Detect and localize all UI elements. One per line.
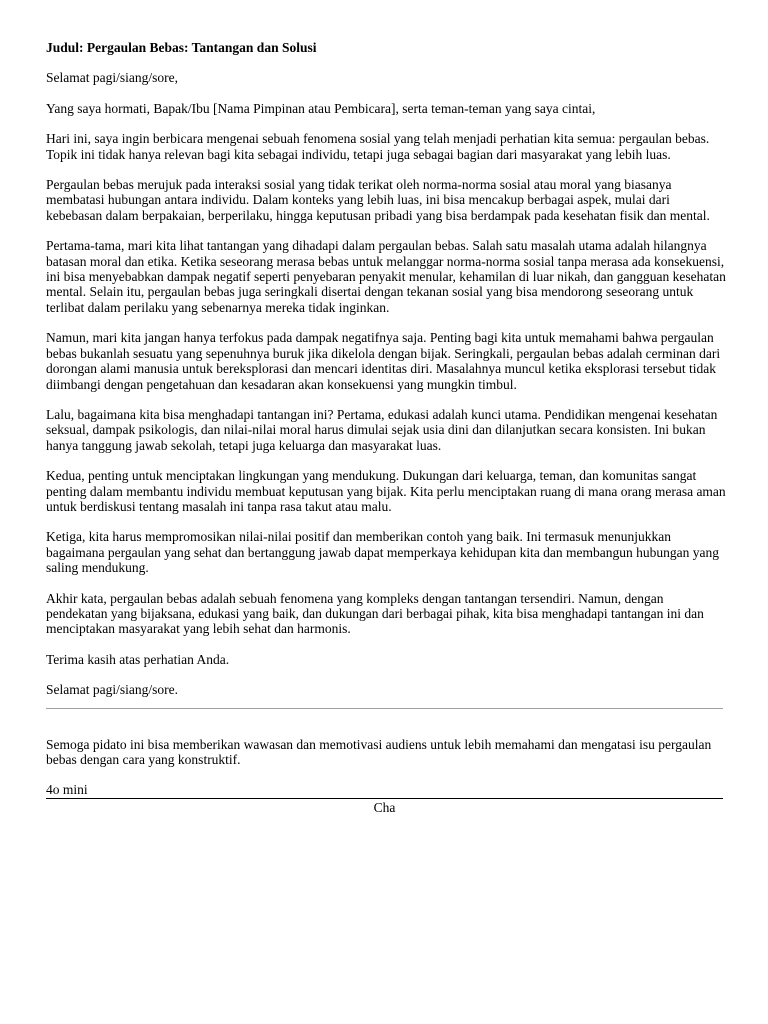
closing-note: Semoga pidato ini bisa memberikan wawasan dan memotivasi audiens untuk lebih memahami dan mengatasi isu pergaulan bebas dengan cara yang konstruktif.: [46, 736, 712, 767]
footer-divider: [46, 798, 723, 799]
body-paragraph: Ketiga, kita harus mempromosikan nilai-nilai positif dan memberikan contoh yang baik. Ini termasuk menunjukkan bagaimana pergaulan yang sehat dan bertanggung jawab dapat memperkaya kehidupan kita dan membangun hubungan yang saling mendukung.: [46, 529, 720, 576]
body-paragraph: Namun, mari kita jangan hanya terfokus pada dampak negatifnya saja. Penting bagi kita untuk memahami bahwa pergaulan bebas bukanlah sesuatu yang sepenuhnya buruk jika dikelola dengan bijak. Seringkali, pergaulan bebas adalah cerminan dari dorongan alami manusia untuk bereksplorasi dan mencari identitas diri. Masalahnya muncul ketika eksplorasi tersebut tidak diimbangi dengan pengetahuan dan kesadaran akan konsekuensi yang mungkin timbul.: [46, 330, 721, 392]
document-page: [46, 40, 726, 815]
body-paragraph: Hari ini, saya ingin berbicara mengenai sebuah fenomena sosial yang telah menjadi perhatian kita semua: pergaulan bebas. Topik ini tidak hanya relevan bagi kita sebagai individu, tetapi juga sebagai bagian dari masyarakat yang lebih luas.: [46, 131, 710, 162]
conclusion-paragraph: Akhir kata, pergaulan bebas adalah sebuah fenomena yang kompleks dengan tantangan tersendiri. Namun, dengan pendekatan yang bijaksana, edukasi yang baik, dan dukungan dari berbagai pihak, kita bisa menghadapi tantangan ini dan menciptakan masyarakat yang lebih sehat dan harmonis.: [46, 590, 704, 637]
greeting-paragraph: Selamat pagi/siang/sore,: [46, 70, 178, 86]
body-paragraph: Pertama-tama, mari kita lihat tantangan yang dihadapi dalam pergaulan bebas. Salah satu masalah utama adalah hilangnya batasan moral dan etika. Ketika seseorang merasa bebas untuk melanggar norma-norma sosial tanpa merasa ada konsekuensi, ini bisa menyebabkan dampak negatif seperti penyebaran penyakit menular, kehamilan di luar nikah, dan gangguan kesehatan mental. Selain itu, pergaulan bebas juga seringkali disertai dengan tekanan sosial yang bisa mendorong seseorang untuk terlibat dalam perilaku yang sebenarnya mereka tidak inginkan.: [46, 238, 726, 315]
body-paragraph: Pergaulan bebas merujuk pada interaksi sosial yang tidak terikat oleh norma-norma sosial atau moral yang biasanya membatasi hubungan antara individu. Dalam konteks yang lebih luas, ini bisa mencakup berbagai aspek, mulai dari kebebasan dalam berpakaian, berperilaku, hingga keputusan pribadi yang bisa berdampak pada kesehatan fisik dan mental.: [46, 177, 710, 223]
body-paragraph: Kedua, penting untuk menciptakan lingkungan yang mendukung. Dukungan dari keluarga, teman, dan komunitas sangat penting dalam membantu individu membuat keputusan yang bijak. Kita perlu menciptakan ruang di mana orang merasa aman untuk berdiskusi tentang masalah ini tanpa rasa takut atau malu.: [46, 468, 726, 514]
farewell-paragraph: Selamat pagi/siang/sore.: [46, 682, 178, 698]
document-title: Judul: Pergaulan Bebas: Tantangan dan Solusi: [46, 40, 317, 55]
salutation-paragraph: Yang saya hormati, Bapak/Ibu [Nama Pimpinan atau Pembicara], serta teman-teman yang saya cintai,: [46, 100, 596, 116]
body-paragraph: Lalu, bagaimana kita bisa menghadapi tantangan ini? Pertama, edukasi adalah kunci utama. Pendidikan mengenai kesehatan seksual, dampak psikologis, dan nilai-nilai moral harus dimulai sejak usia dini dan dilanjutkan secara konsisten. Ini bukan hanya tanggung jawab sekolah, tetapi juga keluarga dan masyarakat luas.: [46, 406, 718, 453]
model-label: 4o mini: [46, 782, 88, 798]
thanks-paragraph: Terima kasih atas perhatian Anda.: [46, 651, 230, 667]
section-divider: [46, 708, 723, 709]
footer-fragment: Cha: [373, 799, 396, 815]
